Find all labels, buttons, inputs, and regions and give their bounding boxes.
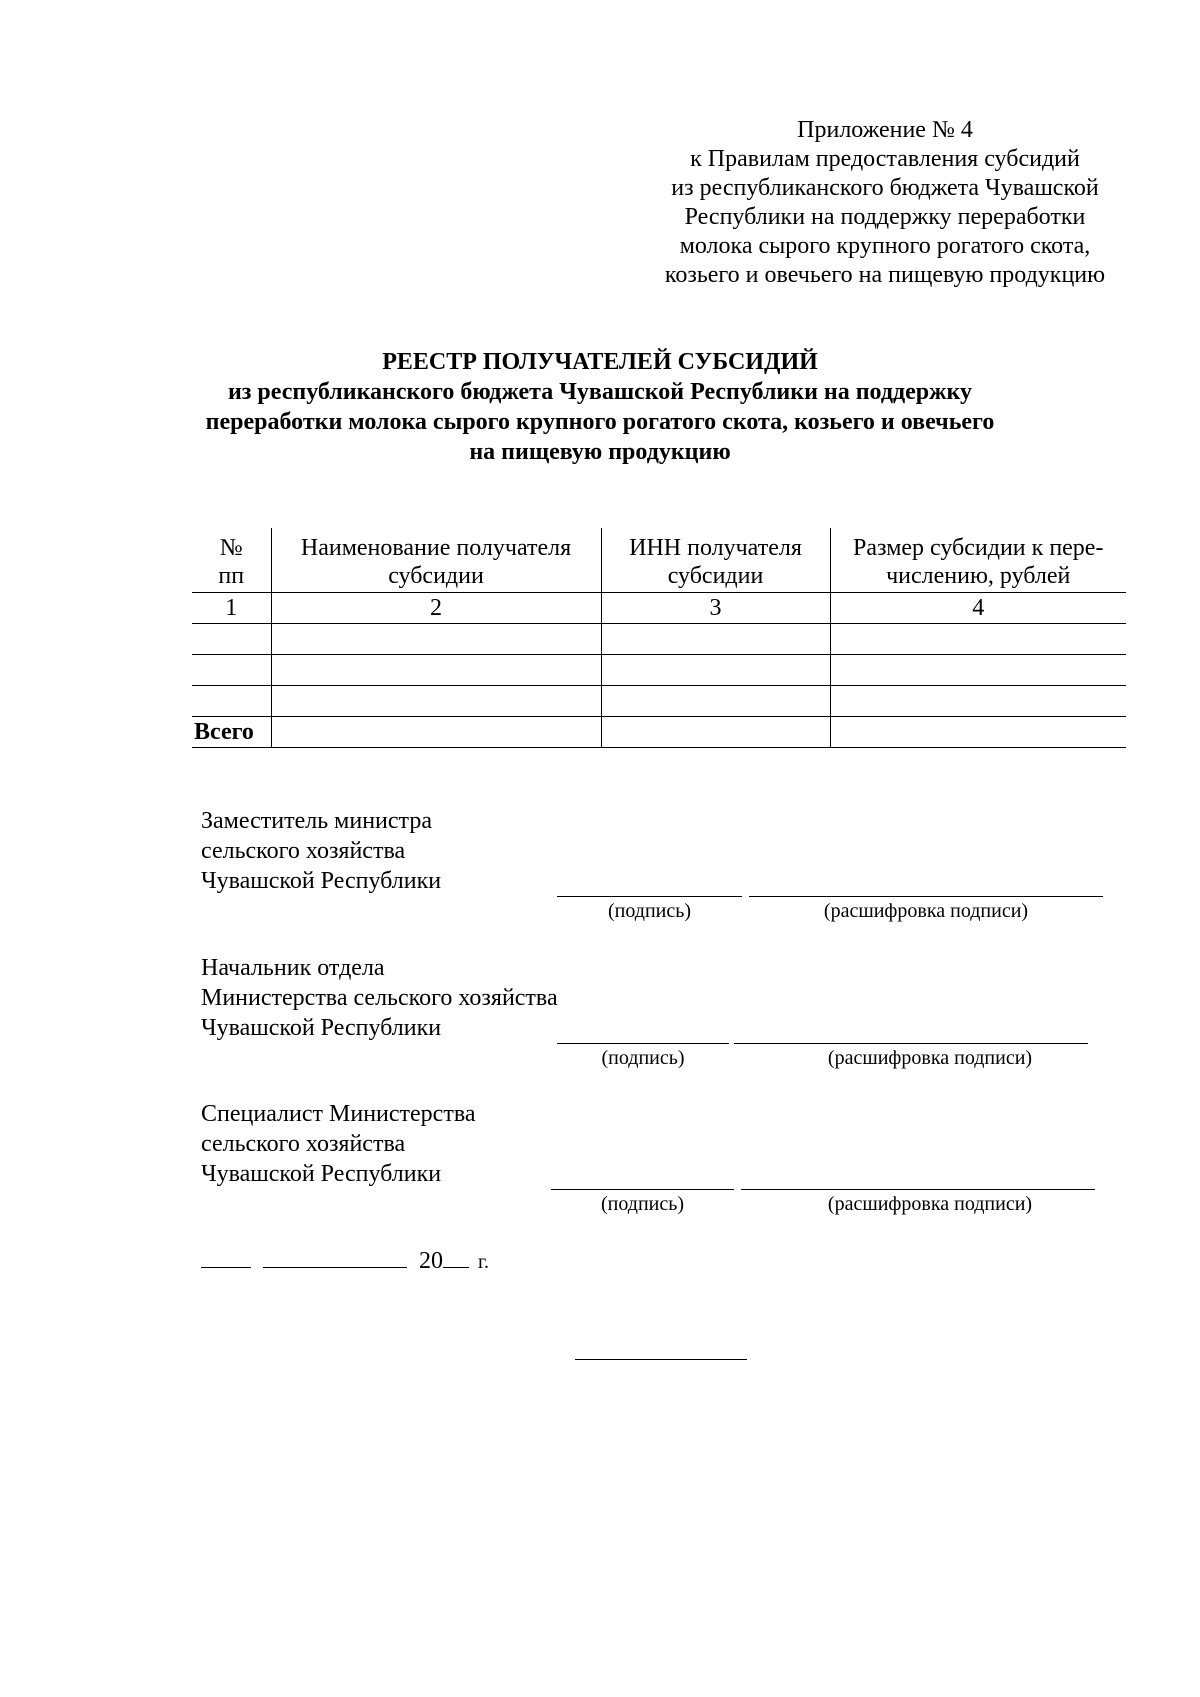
column-number: 1 (192, 593, 271, 624)
table-cell (830, 624, 1126, 655)
signature-decoding-line (741, 1189, 1095, 1190)
signer-department-head (201, 953, 558, 1043)
title-line: переработки молока сырого крупного рогатого скота, козьего и овечьего (205, 409, 995, 435)
appendix-line: Приложение № 4 (797, 117, 973, 143)
signature-caption: (подпись) (601, 1047, 685, 1069)
signer-position-line: сельского хозяйства (201, 1131, 406, 1157)
table-row (192, 655, 1126, 686)
appendix-line: из республиканского бюджета Чувашской (671, 175, 1099, 201)
table-cell (601, 655, 830, 686)
closing-separator-line (575, 1359, 747, 1360)
column-number: 4 (830, 593, 1126, 624)
month-blank (263, 1245, 407, 1268)
table-cell (192, 686, 271, 717)
signer-position-line: сельского хозяйства (201, 838, 406, 864)
signature-decoding-line (734, 1043, 1088, 1044)
appendix-line: козьего и овечьего на пищевую продукцию (664, 262, 1106, 288)
signature-line (557, 1043, 729, 1044)
table-cell (192, 655, 271, 686)
header-cell-recipient-name: Наименование получателя субсидии (271, 528, 601, 593)
header-cell-inn: ИНН получателя субсидии (601, 528, 830, 593)
decoding-caption: (расшифровка подписи) (823, 900, 1029, 922)
appendix-line: к Правилам предоставления субсидий (690, 146, 1080, 172)
signer-position-line: Чувашской Республики (201, 1161, 442, 1187)
title-line: из республиканского бюджета Чувашской Республики на поддержку (227, 379, 973, 405)
column-number: 3 (601, 593, 830, 624)
signature-caption: (подпись) (607, 900, 692, 922)
header-cell-number: № пп (192, 528, 271, 593)
appendix-header (620, 116, 1150, 290)
document-title (100, 347, 1100, 467)
table-cell (271, 655, 601, 686)
appendix-line: Республики на поддержку переработки (684, 204, 1086, 230)
registry-table (192, 528, 1126, 748)
signature-caption: (подпись) (600, 1193, 685, 1215)
table-cell (601, 686, 830, 717)
column-number-row (192, 593, 1126, 624)
table-header-row (192, 528, 1126, 593)
table-row (192, 686, 1126, 717)
appendix-line: молока сырого крупного рогатого скота, (679, 233, 1091, 259)
year-blank (443, 1245, 469, 1268)
decoding-caption: (расшифровка подписи) (827, 1193, 1033, 1215)
signature-line (557, 896, 742, 897)
table-cell (601, 717, 830, 748)
table-cell (271, 717, 601, 748)
table-cell (830, 655, 1126, 686)
header-cell-subsidy-amount: Размер субсидии к пере- числению, рублей (830, 528, 1126, 593)
signature-line (551, 1189, 734, 1190)
year-suffix: г. (478, 1251, 489, 1273)
decoding-caption: (расшифровка подписи) (827, 1047, 1033, 1069)
table-cell (271, 624, 601, 655)
title-line: на пищевую продукцию (469, 439, 731, 465)
signer-deputy-minister (201, 806, 441, 896)
total-label: Всего (192, 717, 271, 748)
table-total-row (192, 717, 1126, 748)
signer-specialist (201, 1099, 476, 1189)
table-cell (271, 686, 601, 717)
table-cell (830, 686, 1126, 717)
table-cell (192, 624, 271, 655)
signer-position-line: Специалист Министерства (201, 1101, 476, 1127)
table-cell (601, 624, 830, 655)
date-line (201, 1245, 489, 1275)
table-row (192, 624, 1126, 655)
signer-position-line: Чувашской Республики (201, 868, 442, 894)
signer-position-line: Чувашской Республики (201, 1015, 442, 1041)
day-blank (201, 1245, 251, 1268)
year-prefix: 20 (419, 1248, 443, 1274)
signer-position-line: Министерства сельского хозяйства (201, 985, 558, 1011)
table-cell (830, 717, 1126, 748)
signer-position-line: Заместитель министра (201, 808, 432, 834)
column-number: 2 (271, 593, 601, 624)
title-line: РЕЕСТР ПОЛУЧАТЕЛЕЙ СУБСИДИЙ (382, 349, 818, 375)
signer-position-line: Начальник отдела (201, 955, 385, 981)
signature-decoding-line (749, 896, 1103, 897)
